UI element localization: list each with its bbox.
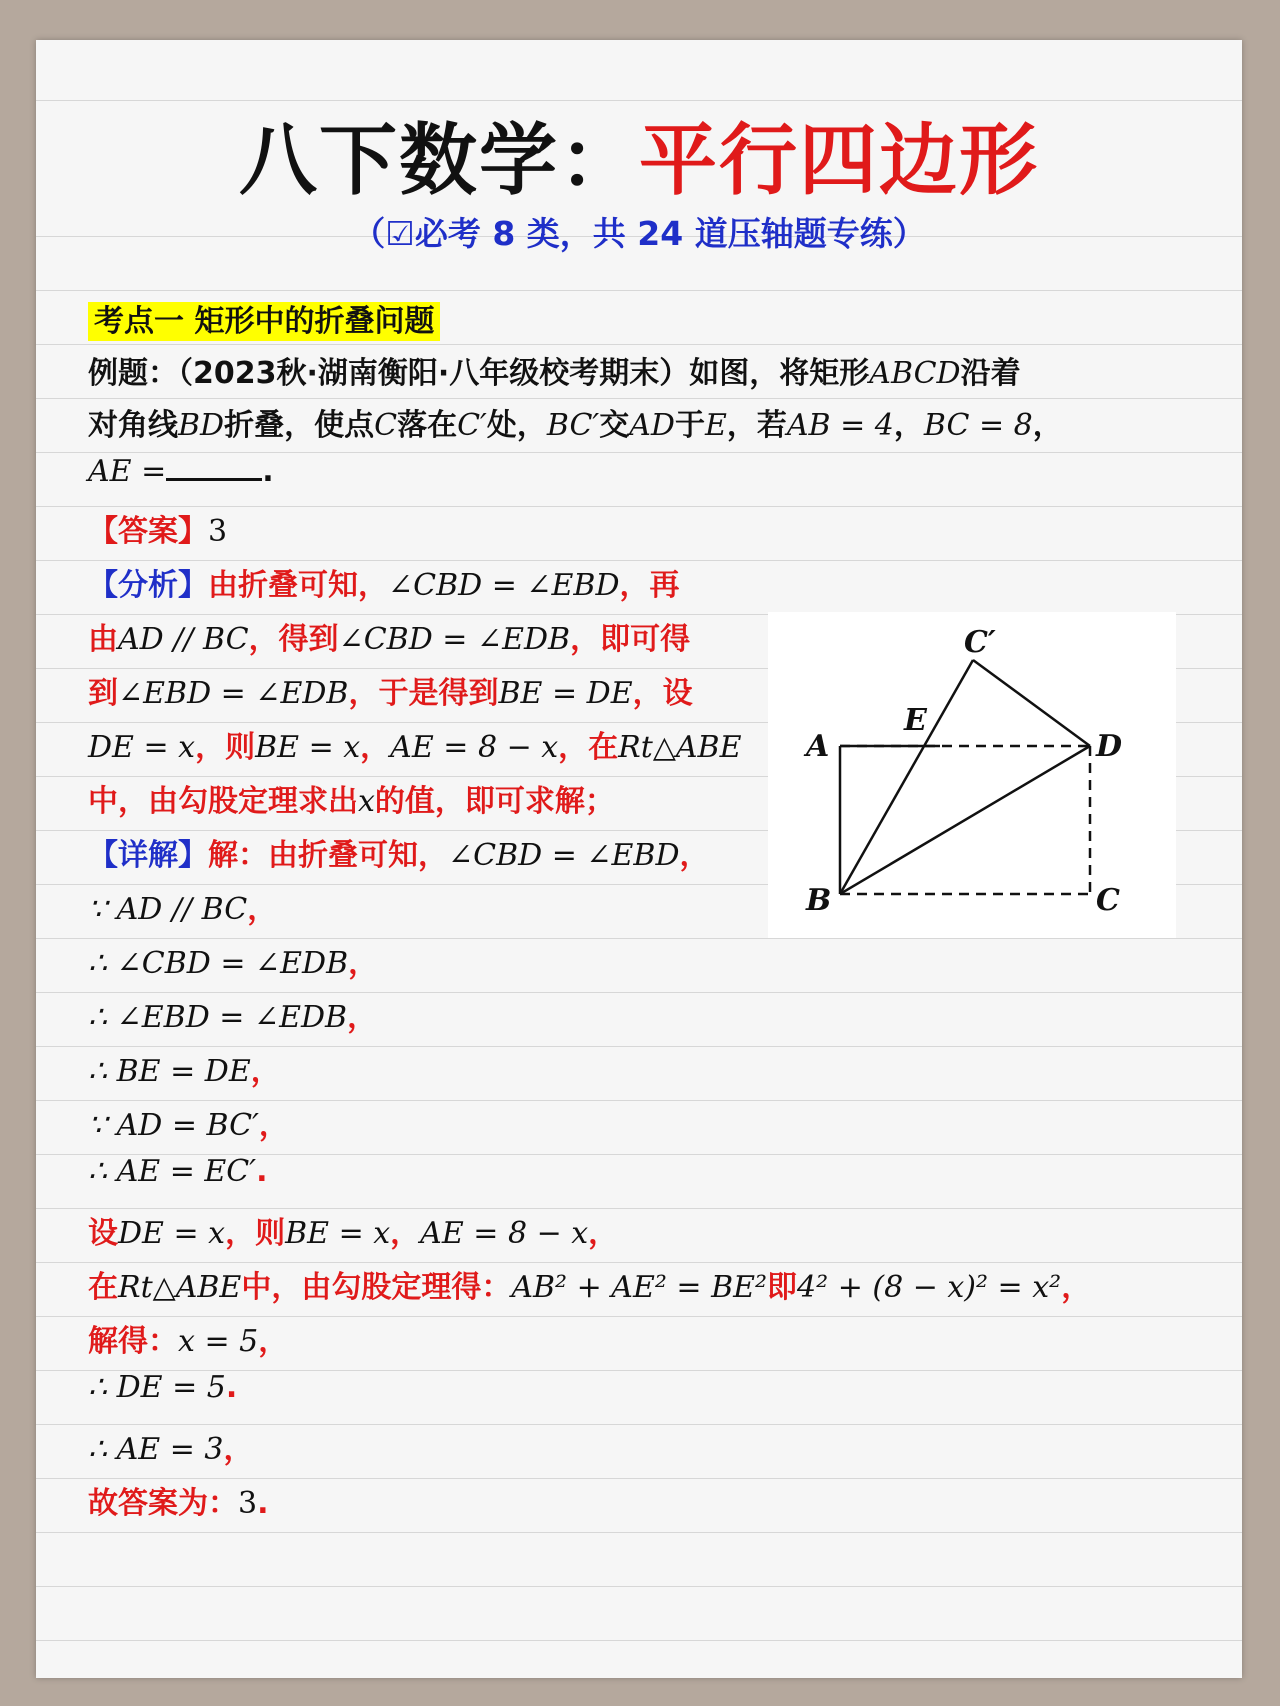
math: ABCD <box>869 356 961 391</box>
math: 4² + (8 − x)² = x² <box>797 1270 1062 1305</box>
text: ，则 <box>225 1216 286 1251</box>
math: AE = <box>88 454 167 489</box>
math: ∠CBD = ∠EBD <box>388 568 620 603</box>
text: 沿着 <box>960 356 1021 391</box>
math: ∴ BE = DE <box>88 1054 251 1089</box>
text: ， <box>360 730 391 765</box>
math: ∴ ∠EBD = ∠EDB <box>88 1000 348 1035</box>
math: BD <box>178 408 225 443</box>
text: ，在 <box>558 730 619 765</box>
math: ∠CBD = ∠EBD <box>448 838 680 873</box>
text: ， <box>893 408 924 443</box>
solution-label: 【详解】 <box>88 838 208 873</box>
title-black: 八下数学： <box>238 116 639 206</box>
text: 即 <box>767 1270 798 1305</box>
analysis-line-3 <box>88 668 693 712</box>
text: ， <box>347 1000 378 1035</box>
text: ， <box>1032 408 1063 443</box>
section-label: 考点一 矩形中的折叠问题 <box>88 302 440 341</box>
analysis-line-1 <box>88 560 680 604</box>
solution-ae-line <box>88 1424 253 1468</box>
math: C′ <box>457 408 487 443</box>
solution-step <box>88 1154 267 1189</box>
text: 由 <box>88 622 118 657</box>
label-a: A <box>806 729 830 764</box>
math: ∴ ∠CBD = ∠EDB <box>88 946 349 981</box>
solution-pythagoras-line <box>88 1262 1091 1306</box>
line-bc1 <box>840 660 973 894</box>
text: ， <box>258 1108 289 1143</box>
math: ∵ AD // BC <box>88 892 248 927</box>
math: Rt△ABE <box>118 1270 242 1305</box>
text: . <box>225 1370 238 1405</box>
text: 例题：（2023秋·湖南衡阳·八年级校考期末）如图，将矩形 <box>88 356 870 391</box>
analysis-line-2 <box>88 614 690 658</box>
text: ，得到 <box>248 622 339 657</box>
solution-step <box>88 884 277 928</box>
analysis-line-5 <box>88 776 615 820</box>
text: 设 <box>88 1216 118 1251</box>
text: ， <box>250 1054 281 1089</box>
text: 处， <box>486 408 547 443</box>
problem-line-1 <box>88 348 1021 392</box>
line-bd <box>840 746 1090 894</box>
text: 中，由勾股定理得： <box>241 1270 512 1305</box>
text: ， <box>258 1324 289 1359</box>
math: AD <box>629 408 675 443</box>
solution-solve-line <box>88 1316 288 1360</box>
worksheet-page <box>36 40 1242 1678</box>
text: ， <box>223 1432 254 1467</box>
math: BC = 8 <box>923 408 1033 443</box>
math: ∴ DE = 5 <box>88 1370 226 1405</box>
math: ∵ AD = BC′ <box>88 1108 259 1143</box>
label-d: D <box>1096 729 1123 764</box>
text: ， <box>588 1216 619 1251</box>
text: 中，由勾股定理求出 <box>88 784 358 819</box>
figure-svg <box>768 612 1176 938</box>
math: Rt△ABE <box>618 730 742 765</box>
section-heading <box>88 296 440 340</box>
label-e: E <box>904 703 927 738</box>
solution-step <box>88 1100 289 1144</box>
problem-line-3 <box>88 452 274 489</box>
math: DE = x <box>118 1216 226 1251</box>
text: ，则 <box>195 730 256 765</box>
text: 在 <box>88 1270 118 1305</box>
math: AE = 8 − x <box>390 730 559 765</box>
math: x <box>358 784 375 819</box>
solution-set-line <box>88 1208 618 1252</box>
text: ，即可得 <box>570 622 691 657</box>
math: AB = 4 <box>786 408 894 443</box>
answer-label: 【答案】 <box>88 514 208 549</box>
text: 交 <box>599 408 630 443</box>
problem-line-2 <box>88 400 1063 444</box>
math: AE = 8 − x <box>420 1216 589 1251</box>
text: 对角线 <box>88 408 178 443</box>
math: BC′ <box>546 408 600 443</box>
page-title <box>36 98 1242 210</box>
math: AD // BC <box>118 622 249 657</box>
math: x = 5 <box>178 1324 259 1359</box>
text: 的值，即可求解； <box>374 784 615 819</box>
text: 由折叠可知， <box>208 568 388 603</box>
text: 到 <box>88 676 118 711</box>
solution-line-1 <box>88 830 710 874</box>
text: 解：由折叠可知， <box>208 838 448 873</box>
math: BE = x <box>255 730 361 765</box>
text: ， <box>1061 1270 1092 1305</box>
analysis-line-4 <box>88 722 742 766</box>
label-c: C <box>1096 883 1120 918</box>
text: 于 <box>674 408 705 443</box>
geometry-figure <box>768 612 1176 938</box>
answer-line <box>88 506 227 550</box>
math: BE = DE <box>498 676 633 711</box>
answer-blank <box>166 452 262 481</box>
math: AB² + AE² = BE² <box>511 1270 768 1305</box>
page-subtitle: （☑必考 8 类，共 24 道压轴题专练） <box>352 214 926 253</box>
title-red: 平行四边形 <box>639 116 1040 206</box>
text: ， <box>247 892 278 927</box>
solution-step <box>88 1046 281 1090</box>
math: ∴ AE = EC′ <box>88 1154 257 1189</box>
text: . <box>256 1154 268 1189</box>
text: ， <box>348 946 379 981</box>
label-b: B <box>806 883 832 918</box>
text: . <box>262 454 274 489</box>
answer-value: 3 <box>208 514 228 549</box>
text: ，于是得到 <box>348 676 499 711</box>
math: DE = x <box>88 730 196 765</box>
text: ，若 <box>726 408 787 443</box>
math: C <box>374 408 398 443</box>
text: . <box>257 1486 269 1521</box>
solution-step <box>88 938 378 982</box>
text: ，再 <box>619 568 680 603</box>
math: ∠EBD = ∠EDB <box>118 676 349 711</box>
text: 折叠，使点 <box>224 408 375 443</box>
text: ，设 <box>632 676 693 711</box>
math: 3 <box>238 1486 258 1521</box>
solution-de-line <box>88 1370 237 1405</box>
solution-final-line <box>88 1478 269 1522</box>
text: ， <box>390 1216 421 1251</box>
text: 故答案为： <box>88 1486 238 1521</box>
text: 落在 <box>397 408 458 443</box>
text: ， <box>679 838 710 873</box>
math: ∠CBD = ∠EDB <box>338 622 571 657</box>
math: E <box>704 408 727 443</box>
analysis-label: 【分析】 <box>88 568 208 603</box>
line-c1d <box>973 660 1090 746</box>
label-c-prime: C′ <box>964 625 996 660</box>
text: 解得： <box>88 1324 178 1359</box>
solution-step <box>88 992 377 1036</box>
math: BE = x <box>285 1216 391 1251</box>
math: ∴ AE = 3 <box>88 1432 224 1467</box>
